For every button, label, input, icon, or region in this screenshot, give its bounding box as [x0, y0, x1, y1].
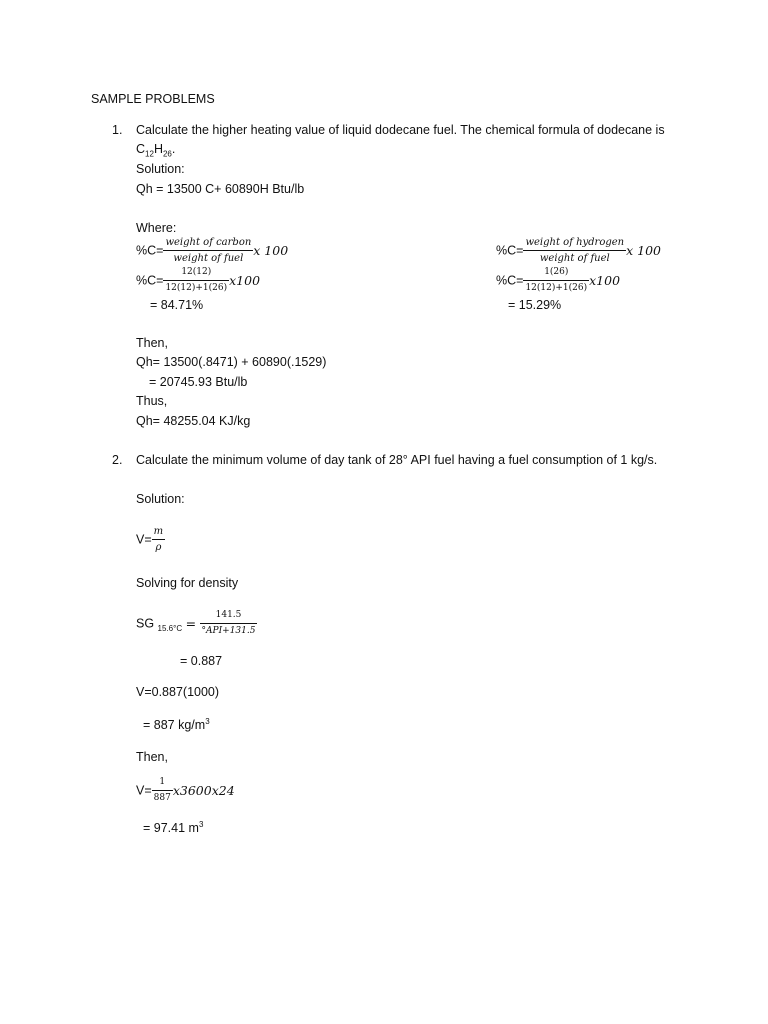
hydrogen-calc-tail: x100 — [589, 273, 621, 288]
volume2-fraction — [152, 776, 173, 805]
sg-equals: = — [185, 616, 197, 631]
hydrogen-fraction-num: weight of hydrogen — [523, 236, 626, 251]
formula-carbon-sub: 12 — [145, 149, 154, 159]
sg-den: °API+131.5 — [201, 626, 256, 636]
carbon-lhs: %C= — [136, 243, 164, 258]
sg-formula — [136, 609, 257, 638]
carbon-fraction-den: weight of fuel — [173, 253, 244, 264]
volume-den: ρ — [155, 542, 162, 553]
carbon-percent-calc — [136, 266, 260, 295]
volume-lhs: V= — [136, 532, 152, 547]
hydrogen-calc-num: 1(26) — [523, 266, 589, 281]
problem-2-statement: Calculate the minimum volume of day tank of 28° API fuel having a fuel consumption of 1 kg/s. — [136, 453, 658, 467]
carbon-fraction-num: weight of carbon — [163, 236, 253, 251]
page-title: SAMPLE PROBLEMS — [91, 92, 215, 106]
formula-hydrogen: H — [153, 142, 163, 156]
hydrogen-fraction — [523, 236, 626, 265]
sg-fraction — [200, 609, 258, 638]
solution-label-1: Solution: — [136, 162, 185, 176]
volume-fraction — [152, 525, 165, 554]
volume-final-exp: 3 — [198, 820, 204, 829]
carbon-lhs-2: %C= — [136, 273, 164, 288]
sg-result: = 0.887 — [180, 654, 223, 668]
density-result — [143, 717, 210, 732]
volume-final-formula — [136, 776, 235, 805]
volume2-lhs: V= — [136, 783, 152, 798]
hydrogen-calc-fraction — [523, 266, 589, 295]
carbon-percent-result: = 84.71% — [150, 298, 204, 312]
solution-label-2: Solution: — [136, 492, 185, 506]
hydrogen-percent-formula — [496, 236, 661, 265]
density-result-text: = 887 kg/m — [143, 718, 206, 733]
hydrogen-fraction-den: weight of fuel — [539, 253, 610, 264]
volume-formula — [136, 525, 165, 554]
carbon-calc-tail: x100 — [229, 273, 261, 288]
volume-num: m — [152, 525, 165, 540]
problem-2-number: 2. — [112, 453, 123, 467]
density-label: Solving for density — [136, 576, 239, 590]
volume2-den: 887 — [153, 793, 171, 803]
qh-result: = 20745.93 Btu/lb — [149, 375, 248, 389]
volume-final-text: = 97.41 m — [143, 821, 199, 836]
formula-end: . — [171, 142, 176, 156]
hydrogen-lhs-2: %C= — [496, 273, 524, 288]
hydrogen-percent-calc — [496, 266, 620, 295]
volume2-num: 1 — [152, 776, 173, 791]
hydrogen-calc-den: 12(12)+1(26) — [525, 283, 588, 293]
density-result-exp: 3 — [205, 717, 210, 726]
qh-substitution: Qh= 13500(.8471) + 60890(.1529) — [136, 355, 327, 369]
formula-carbon: C — [136, 142, 146, 156]
qh-final: Qh= 48255.04 KJ/kg — [136, 414, 251, 428]
thus-label: Thus, — [136, 394, 168, 408]
carbon-calc-fraction — [163, 266, 229, 295]
then-label-1: Then, — [136, 336, 168, 350]
volume-calc: V=0.887(1000) — [136, 685, 220, 699]
hydrogen-lhs: %C= — [496, 243, 524, 258]
problem-1-statement: Calculate the higher heating value of liquid dodecane fuel. The chemical formula of dodecane is — [136, 123, 665, 137]
hydrogen-fraction-tail: x 100 — [626, 243, 662, 258]
dodecane-formula — [136, 142, 175, 159]
then-label-2: Then, — [136, 750, 168, 764]
carbon-calc-num: 12(12) — [163, 266, 229, 281]
carbon-fraction-tail: x 100 — [253, 243, 289, 258]
sg-num: 141.5 — [200, 609, 258, 624]
volume2-tail: x3600x24 — [172, 783, 235, 798]
sg-subscript: 15.6°C — [157, 623, 183, 633]
where-label: Where: — [136, 221, 177, 235]
hydrogen-percent-result: = 15.29% — [508, 298, 562, 312]
carbon-percent-formula — [136, 236, 288, 265]
sg-lhs: SG — [136, 616, 155, 631]
problem-1-number: 1. — [112, 123, 123, 137]
volume-final-result — [143, 820, 203, 835]
formula-hydrogen-sub: 26 — [162, 149, 172, 159]
carbon-fraction — [163, 236, 253, 265]
qh-formula: Qh = 13500 C+ 60890H Btu/lb — [136, 182, 305, 196]
carbon-calc-den: 12(12)+1(26) — [165, 283, 228, 293]
